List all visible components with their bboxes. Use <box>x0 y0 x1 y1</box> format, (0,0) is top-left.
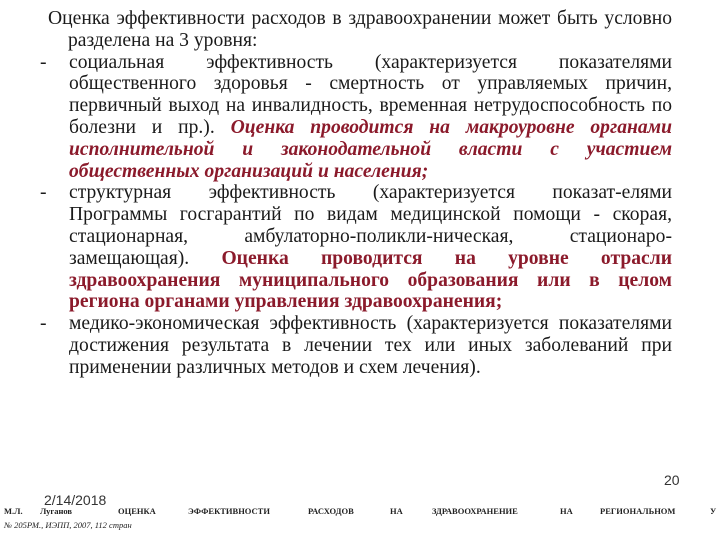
intro-paragraph: Оценка эффективности расходов в здравоохранении может быть условно разделена на 3 уровня: <box>48 8 672 51</box>
page-number: 20 <box>664 472 680 488</box>
source-word: ОЦЕНКА <box>118 506 156 516</box>
footer-date: 2/14/2018 <box>44 492 107 508</box>
item-text: медико-экономическая эффективность (характеризуется показателями достижения результата в лечении тех или иных заболеваний при применении различных методов и схем лечения). <box>69 313 672 378</box>
source-word: У <box>710 506 717 516</box>
source-word: ЭФФЕКТИВНОСТИ <box>188 506 270 516</box>
source-word: М.Л. <box>4 506 23 516</box>
slide-body <box>40 8 672 379</box>
source-word: НА <box>390 506 403 516</box>
item-accent-text: Оценка проводится на макроуровне органами исполнительной и законодательной власти с участием общественных организаций и населения; <box>69 116 673 182</box>
bullet-dash: - <box>40 182 47 204</box>
bullet-dash: - <box>40 313 47 335</box>
source-word: РАСХОДОВ <box>308 506 354 516</box>
source-word: РЕГИОНАЛЬНОМ <box>600 506 676 516</box>
source-word: ЗДРАВООХРАНЕНИЕ <box>432 506 518 516</box>
source-word: Луганов <box>40 506 73 516</box>
source-word: НА <box>560 506 573 516</box>
source-citation-line: № 205РМ., ИЭПП, 2007, 112 стран <box>4 520 132 530</box>
list-item <box>40 182 672 313</box>
list-item <box>40 52 672 183</box>
bullet-dash: - <box>40 51 47 73</box>
item-text: социальная эффективность (характеризуется показателями общественного здоровья - смертность от управляемых причин, первичный выход на инвалидность, временная нетрудоспособность по болезни и пр.). <box>69 51 672 138</box>
list-item <box>40 313 672 378</box>
item-accent-text: Оценка проводится на уровне отрасли здравоохранения муниципального образования или в целом региона органами управления здравоохранения; <box>69 247 673 313</box>
item-text: структурная эффективность (характеризуется показат-елями Программы госгарантий по видам медицинской помощи - скорая, стационарная, амбулаторно-поликли-ническая, стационаро-замещающая). <box>69 182 672 269</box>
